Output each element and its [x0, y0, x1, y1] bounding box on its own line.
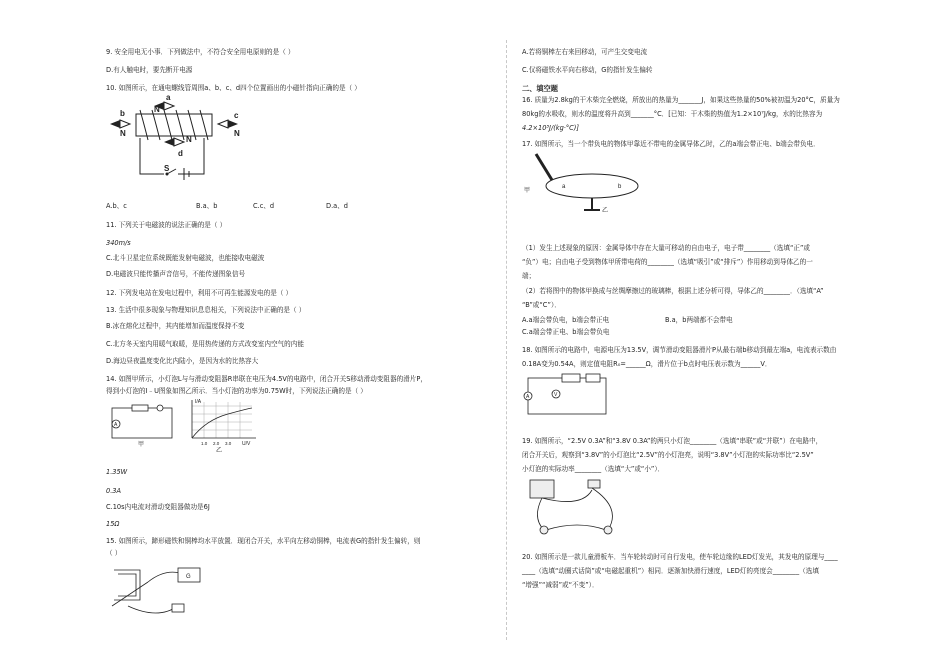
- question-17-part-2-line-2: “B”或“C”）．: [522, 301, 561, 309]
- fig17-label-yi: 乙: [602, 208, 609, 214]
- question-13-option-c: C.北方冬天室内用暖气取暖，是用热传递的方式改变室内空气的内能: [106, 340, 304, 348]
- fig14-tick-1: 1.0: [201, 441, 208, 446]
- question-11: 11. 下列关于电磁波的说法正确的是（ ）: [106, 221, 227, 229]
- column-divider: [506, 40, 507, 640]
- question-9: 9. 安全用电无小事．下列做法中，不符合安全用电原则的是（ ）: [106, 48, 295, 56]
- q19-bulbs-figure: [522, 476, 632, 538]
- question-17-option-b: B.a，b两端都不会带电: [665, 316, 733, 324]
- question-13-option-b: B.冰在熔化过程中，其内能增加而温度保持不变: [106, 322, 245, 330]
- question-15-line-1: 15. 如图所示，蹄形磁铁和铜棒均水平放置．现闭合开关，水平向左移动铜棒，电流表G的指针发生偏转，则: [106, 537, 421, 545]
- question-19-line-2: 闭合开关后，观察到“3.8V”的小灯泡比“2.5V”的小灯泡亮，说明“3.8V”小灯泡的实际功率比“2.5V”: [522, 451, 814, 459]
- question-14-option-c: C.10s内电流对滑动变阻器做功是6J: [106, 503, 210, 511]
- fig14-xlabel: U/V: [242, 441, 251, 447]
- question-17-part-1-line-3: 端；: [522, 272, 536, 280]
- question-13-option-d: D.海边昼夜温度变化比内陆小，是因为水的比热容大: [106, 357, 259, 365]
- question-14-option-b: 0.3A: [106, 487, 121, 495]
- question-16-line-1: 16. 质量为2.8kg的干木柴完全燃烧，所放出的热量为_______J，如果这些热量的50%被初温为20°C，质量为: [522, 96, 840, 104]
- fig10-label-d: d: [178, 149, 183, 158]
- fig14-caption-left: 甲: [138, 442, 145, 448]
- svg-text:A: A: [114, 422, 118, 428]
- question-11-option-a: 340m/s: [106, 239, 131, 247]
- question-11-option-d: D.电磁波只能传播声音信号，不能传递图象信号: [106, 270, 246, 278]
- fig10-label-n2: N: [120, 129, 126, 138]
- fig10-label-c: c: [234, 111, 239, 120]
- question-19-line-1: 19. 如图所示，“2.5V 0.3A”和“3.8V 0.3A”的两只小灯泡________（选填“串联”或“并联”）在电路中，: [522, 437, 823, 445]
- fig17-label-a: a: [562, 184, 566, 190]
- question-14-line-1: 14. 如图甲所示，小灯泡L与与滑动变阻器R串联在电压为4.5V的电路中，闭合开关S移动滑动变阻器的滑片P，: [106, 375, 427, 383]
- question-15-option-c: C.仅将磁铁水平向右移动，G的指针发生偏转: [522, 66, 653, 74]
- fig15-label-g: G: [186, 574, 191, 580]
- svg-text:V: V: [554, 392, 558, 398]
- question-16-line-2: 80kg的水吸收，则水的温度将升高到_______°C．[已知：干木柴的热值为1.2×10⁷J/kg，水的比热容为: [522, 110, 823, 118]
- solenoid-figure: [106, 93, 246, 188]
- q18-circuit-figure: [522, 372, 612, 422]
- question-18-line-1: 18. 如图所示的电路中，电源电压为13.5V，调节滑动变阻器滑片P从最右端b移动到最左端a，电流表示数由: [522, 346, 837, 354]
- question-14-line-2: 得到小灯泡的I﹣U图象如图乙所示．当小灯泡的功率为0.75W时，下列说法正确的是（ ）: [106, 387, 367, 395]
- fig14-caption-right: 乙: [216, 448, 223, 454]
- section-heading-fill-blank: 二、填空题: [522, 84, 558, 93]
- fig10-label-b: b: [120, 109, 125, 118]
- right-column: [522, 0, 902, 672]
- question-19-line-3: 小灯泡的实际功率________（选填“大”或“小”）．: [522, 465, 665, 473]
- fig14-tick-2: 2.0: [213, 441, 220, 446]
- question-17-option-a: A.a端会带负电，b端会带正电: [522, 316, 610, 324]
- question-18-line-2: 0.18A变为0.54A，则定值电阻R₀=______Ω，滑片位于b点时电压表示数为______V．: [522, 360, 772, 368]
- q10-option-d: D.a、d: [326, 202, 348, 210]
- question-14-option-d: 15Ω: [106, 520, 120, 528]
- question-17: 17. 如图所示，当一个带负电的物体甲靠近不带电的金属导体乙时，乙的a端会带正电、b端会带负电．: [522, 140, 820, 148]
- question-17-part-1-line-1: （1）发生上述现象的原因：金属导体中存在大量可移动的自由电子，电子带________（选填“正”或: [522, 244, 810, 252]
- fig14-ylabel: I/A: [195, 399, 202, 405]
- q10-option-c: C.c、d: [253, 202, 275, 210]
- question-15-line-2: （ ）: [106, 549, 122, 557]
- q10-option-b: B.a、b: [196, 202, 218, 210]
- fig10-label-a: a: [166, 93, 171, 102]
- question-9-option-d: D.有人触电时，要先断开电源: [106, 66, 193, 74]
- question-12: 12. 下列发电站在发电过程中，利用不可再生能源发电的是（ ）: [106, 289, 293, 297]
- question-16-line-3: 4.2×10³J/(kg·°C)]: [522, 124, 579, 132]
- fig14-tick-3: 3.0: [225, 441, 232, 446]
- question-10: 10. 如图所示，在通电螺线管周围a、b、c、d四个位置画出的小磁针指向正确的是（ ）: [106, 84, 361, 92]
- q17-charge-figure: [522, 152, 652, 222]
- q15-magnet-figure: [108, 562, 208, 616]
- question-20-line-1: 20. 如图所示是一款儿童滑板车．当车轮转动时可自行发电，使车轮边缘的LED灯发光，其发电的原理与____: [522, 553, 838, 561]
- fig17-label-b: b: [618, 184, 622, 190]
- fig10-label-s: S: [164, 164, 170, 173]
- q14-circuit-figure: [108, 400, 178, 448]
- question-11-option-c: C.北斗卫星定位系统既能发射电磁波，也能接收电磁波: [106, 254, 265, 262]
- fig10-label-n3: N: [234, 129, 240, 138]
- question-17-option-c: C.a端会带正电、b端会带负电: [522, 328, 610, 336]
- question-15-option-a: A.若将铜棒左右来回移动，可产生交变电流: [522, 48, 648, 56]
- q10-option-a: A.b、c: [106, 202, 127, 210]
- question-14-option-a: 1.35W: [106, 468, 128, 476]
- question-17-part-1-line-2: “负”）电；自由电子受到物体甲所带电荷的________（选填“吸引”或“排斥”）作用移动到导体乙的一: [522, 258, 813, 266]
- question-13: 13. 生活中很多现象与物理知识息息相关，下列说法中正确的是（ ）: [106, 306, 306, 314]
- question-20-line-3: “增强”“减弱”或“不变”）．: [522, 581, 599, 589]
- svg-text:A: A: [526, 394, 530, 400]
- left-column: [106, 0, 491, 672]
- fig10-label-n1: N: [154, 105, 160, 114]
- question-20-line-2: ____（选填“动圈式话筒”或“电磁起重机”）相同．逐渐加快滑行速度，LED灯的亮度会________（选填: [522, 567, 819, 575]
- q14-iu-graph: [182, 398, 260, 454]
- fig17-label-jia: 甲: [524, 188, 531, 194]
- fig10-label-n4: N: [186, 135, 192, 144]
- question-17-part-2-line-1: （2）若将图中的物体甲换成与丝绸摩擦过的玻璃棒，根据上述分析可得，导体乙的________．（选填“A”: [522, 287, 824, 295]
